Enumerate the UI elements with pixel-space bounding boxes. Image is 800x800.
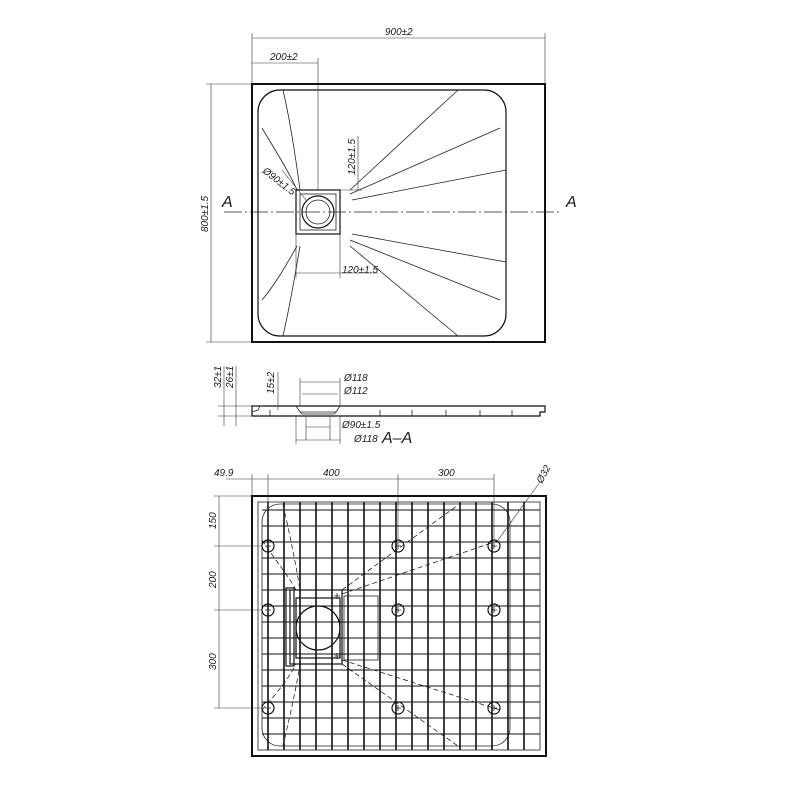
section-title: A–A (382, 430, 413, 447)
dim-118-top: Ø118 (344, 373, 368, 384)
dim-15: 15±2 (266, 371, 277, 394)
basin-outline (258, 90, 506, 336)
section-profile (252, 406, 545, 416)
bottom-view (208, 463, 554, 756)
dim-26: 26±1 (225, 365, 236, 388)
dim-112: Ø112 (344, 386, 368, 397)
dim-800: 800±1.5 (200, 195, 211, 232)
bottom-drain-plate (296, 598, 340, 658)
dim-120-horizontal: 120±1.5 (342, 265, 379, 276)
section-label-right: A (566, 194, 577, 211)
section-ribs (270, 410, 512, 416)
dim-32-dia: Ø32 (534, 463, 554, 486)
dim-118-bottom: Ø118 (354, 434, 378, 445)
dim-32: 32±1 (213, 365, 224, 388)
dim-49-9: 49.9 (214, 468, 234, 479)
section-label-left: A (222, 194, 233, 211)
support-feet (262, 540, 500, 714)
dim-90: Ø90±1.5 (342, 420, 381, 431)
dim-200-left: 200 (208, 571, 219, 588)
dim-150: 150 (208, 512, 219, 529)
dim-300-top: 300 (438, 468, 455, 479)
dim-drain-dia: Ø90±1.5 (260, 165, 298, 198)
bottom-drain-circle (296, 606, 340, 650)
dim-300-left: 300 (208, 653, 219, 670)
top-view (200, 27, 577, 342)
dim-120-vertical: 120±1.5 (347, 138, 358, 175)
underside-slope-lines (262, 505, 500, 746)
slope-lines (262, 90, 506, 336)
dim-900: 900±2 (385, 27, 413, 38)
section-drain (296, 406, 340, 412)
section-view (213, 366, 545, 447)
dim-200: 200±2 (270, 52, 298, 63)
dim-400: 400 (323, 468, 340, 479)
